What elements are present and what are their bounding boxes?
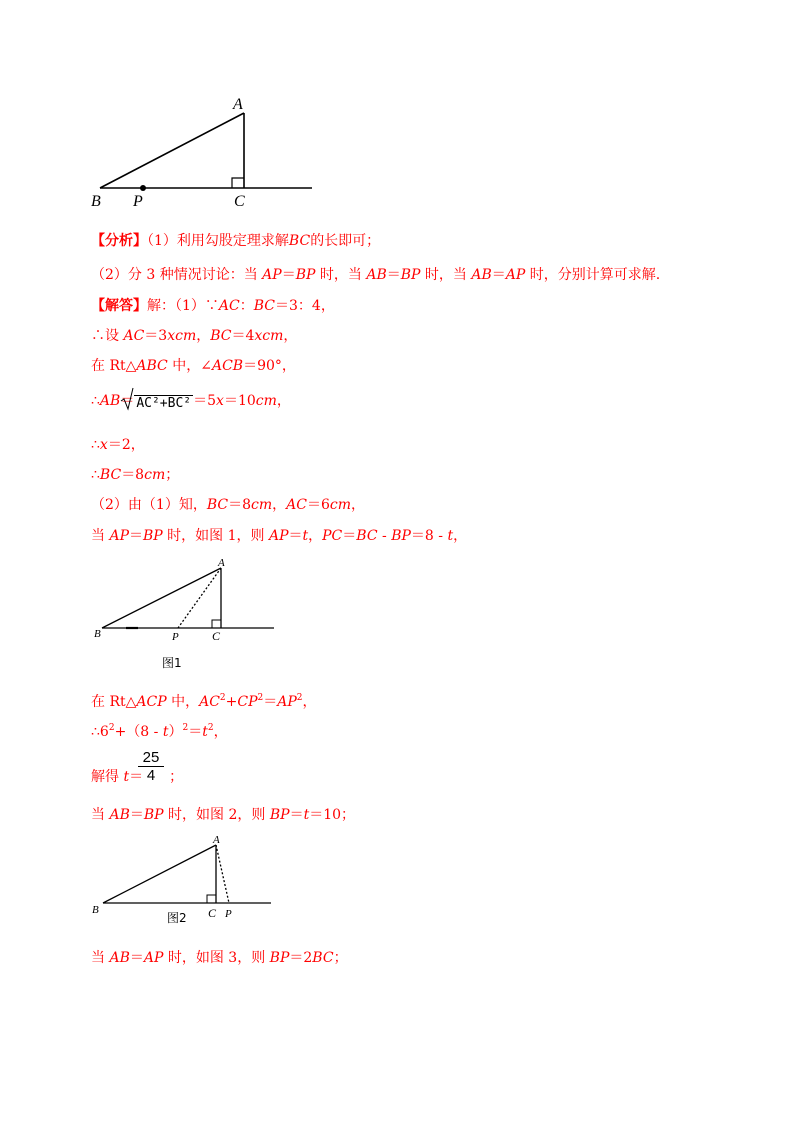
side-ab	[100, 113, 244, 188]
answer-tag: 【解答】	[91, 298, 147, 314]
fig2-label-a: A	[213, 834, 220, 846]
fig2-label-b: B	[92, 904, 99, 916]
fig1-label-p: P	[172, 631, 179, 643]
fig1-label-b: B	[94, 628, 101, 640]
answer-line-6: ∴BC＝8cm；	[91, 467, 180, 483]
answer-line-13: 当 AB＝AP 时，如图 3，则 BP＝2BC；	[91, 950, 348, 966]
fraction-25-over-4: $\frac{25}{4}$	[138, 749, 164, 784]
answer-line-2: ∴设 AC＝3xcm，BC＝4xcm，	[91, 328, 298, 344]
fig2-right-angle	[207, 895, 216, 903]
figure-2-caption: 图2	[167, 911, 187, 925]
main-figure	[100, 113, 312, 188]
answer-line-9: 在 Rt△ACP 中，$AC^2+CP^2=AP^2$，	[91, 693, 317, 710]
fig2-side-ab	[103, 845, 216, 903]
fig2-label-c: C	[208, 906, 217, 920]
answer-line-7: （2）由（1）知，BC＝8cm，AC＝6cm，	[91, 497, 366, 513]
answer-line-10: $\therefore 6^2+(8 - t)^2=t^2$，	[91, 723, 228, 740]
answer-line-1: 【解答】解：（1）∵AC：BC＝3：4，	[91, 298, 335, 314]
fig2-dashed-ap	[216, 845, 229, 903]
fig1-label-a: A	[218, 557, 225, 569]
label-b: B	[91, 193, 101, 210]
answer-line-12: 当 AB＝BP 时，如图 2，则 BP＝t＝10；	[91, 807, 356, 823]
analysis-line-2: （2）分 3 种情况讨论：当 AP＝BP 时，当 AB＝BP 时，当 AB＝AP 时，分别计算可求解.	[91, 267, 661, 283]
sqrt-expression: AC²+BC²	[134, 395, 193, 413]
figure-1	[102, 568, 274, 628]
fig1-side-ab	[102, 568, 221, 628]
answer-line-8: 当 AP＝BP 时，如图 1，则 AP＝t，PC＝BC - BP＝8 - t，	[91, 528, 468, 544]
figure-2	[103, 845, 271, 903]
point-p	[140, 185, 146, 191]
label-p: P	[133, 193, 143, 210]
analysis-line-1: 【分析】（1）利用勾股定理求解BC的长即可；	[91, 233, 381, 249]
answer-line-5: ∴x＝2，	[91, 437, 145, 453]
fig1-dashed-ap	[178, 568, 221, 628]
fig2-label-p: P	[225, 908, 232, 920]
analysis-tag: 【分析】	[91, 233, 147, 249]
answer-line-4: ∴AB＝ AC²+BC² ＝5x＝10cm，	[91, 392, 291, 413]
fig1-label-c: C	[212, 629, 221, 643]
answer-line-3: 在 Rt△ABC 中，∠ACB＝90°，	[91, 358, 296, 374]
fig1-right-angle	[212, 620, 221, 628]
answer-line-11: 解得 t＝ ；	[91, 769, 184, 785]
figure-1-caption: 图1	[162, 656, 182, 670]
right-angle-mark	[232, 178, 244, 188]
label-c: C	[234, 193, 245, 210]
label-a: A	[233, 96, 243, 113]
